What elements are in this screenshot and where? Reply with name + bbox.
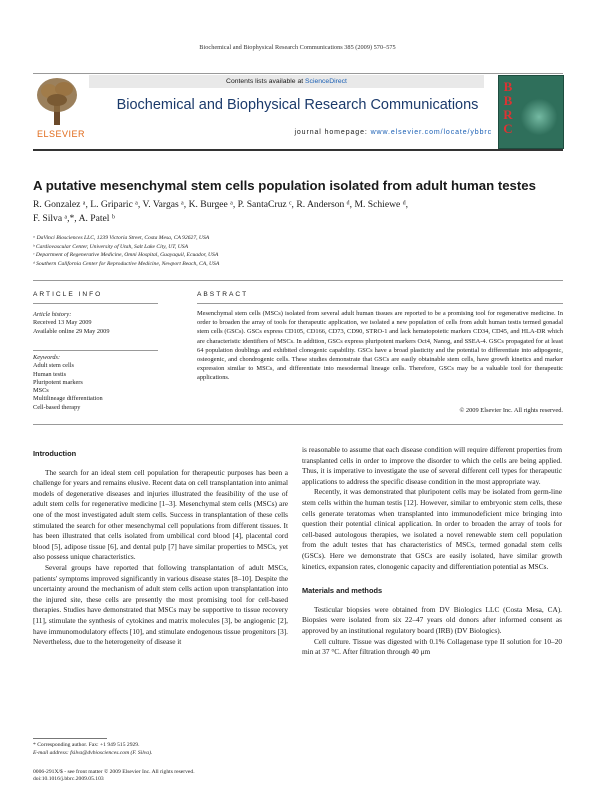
- affiliation: ᵈ Southern California Center for Reproductive Medicine, Newport Beach, CA, USA: [33, 260, 220, 267]
- abstract-label: ABSTRACT: [197, 291, 249, 298]
- article-title: A putative mesenchymal stem cells population isolated from adult human testes: [33, 178, 536, 193]
- cover-letter: B: [503, 79, 513, 94]
- cover-letter: C: [503, 121, 513, 136]
- affiliation: ᵃ DaVinci Biosciences LLC, 1239 Victoria Street, Costa Mesa, CA 92627, USA: [33, 235, 210, 241]
- running-head: Biochemical and Biophysical Research Communications 385 (2009) 570–575: [199, 44, 396, 51]
- keywords-heading: Keywords:: [33, 354, 61, 361]
- body-paragraph: is reasonable to assume that each disease condition will require different properties from transplanted cells in order to improve the disorder to which the cells are being applied. Thus, it is imperative to investigate the use of several different cell types for therapeutic applications to address the specific disease condition in the most appropriate way.: [302, 445, 562, 486]
- author-list: [33, 198, 553, 225]
- authors-line-1: R. Gonzalez ᵃ, L. Griparic ᵃ, V. Vargas ᵃ, K. Burgee ᵃ, P. SantaCruz ᶜ, R. Anderson ᵈ, M. Schiewe ᵈ,: [33, 199, 409, 210]
- affiliations: [33, 234, 563, 268]
- elsevier-wordmark: ELSEVIER: [36, 129, 86, 139]
- article-info-rule: [33, 303, 158, 304]
- cover-letter: B: [503, 93, 513, 108]
- received-date: Received 13 May 2009: [33, 319, 92, 327]
- body-paragraph: Cell culture. Tissue was digested with 0.1% Collagenase type II solution for 10–20 min at 37 °C. After filtration through 40 μm: [302, 636, 562, 657]
- article-info: [33, 311, 158, 336]
- methods-heading: Materials and methods: [302, 586, 383, 596]
- homepage-link[interactable]: www.elsevier.com/locate/ybbrc: [370, 129, 492, 136]
- journal-homepage: [137, 129, 492, 136]
- sciencedirect-link[interactable]: ScienceDirect: [305, 78, 347, 85]
- journal-title: Biochemical and Biophysical Research Communications: [116, 97, 479, 113]
- keywords-block: [33, 354, 158, 412]
- header-top-rule: [33, 73, 563, 74]
- cover-letters: [501, 80, 515, 136]
- header-bottom-rule: [33, 149, 563, 151]
- corresponding-author-footnote: [33, 742, 288, 757]
- body-paragraph: Testicular biopsies were obtained from DV Biologics LLC (Costa Mesa, CA). Biopsies were isolated from six 22–47 years old donors after informed consent as approved by an institutional regulatory board (IRB) (DV Biologics).: [302, 604, 562, 635]
- body-left-column: [33, 449, 288, 648]
- keyword: MSCs: [33, 387, 49, 395]
- footnote-rule: [33, 738, 107, 739]
- keyword: Adult stem cells: [33, 362, 74, 370]
- cover-artwork: [519, 98, 559, 140]
- affiliation: ᵇ Cardiovascular Center, University of Utah, Salt Lake City, UT, USA: [33, 243, 189, 250]
- keywords-rule: [33, 350, 158, 351]
- keyword: Multilineage differentiation: [33, 395, 103, 403]
- body-divider: [33, 424, 563, 425]
- publication-meta: [33, 769, 333, 784]
- body-paragraph: Recently, it was demonstrated that pluripotent cells may be isolated from germ-line stem cells within the human testis [12]. However, similar to embryonic stem cells, these cells generate teratomas when transplanted into immunodeficient mice bringing into question their potential clinical application. In order to broaden the array of tools for cell-based autologous therapies, we isolated a novel renewable stem cell population from the adult testes that has characteristics of MSCs, termed gonadal stem cells (GSCs). Here we demonstrate that GSCs are easily isolated, have similar growth kinetics, expansion rates, clonogenic capacity and differentiation potential as MSCs.: [302, 487, 562, 571]
- keyword: Cell-based therapy: [33, 403, 81, 411]
- available-date: Available online 29 May 2009: [33, 327, 110, 335]
- article-info-label: ARTICLE INFO: [33, 291, 103, 298]
- contents-available-box: [89, 75, 484, 88]
- section-divider: [33, 280, 563, 281]
- body-paragraph: Several groups have reported that following transplantation of adult MSCs, patients' symptoms improved significantly in various disease states [8–10]. Despite the uncertainty around the mechanism of adult stem cells action upon transplantation into the injured site, these cells are presently the most promising tool for cell-based therapies. Studies have demonstrated that MSCs may be supportive to tissue recovery [11], stimulate the synthesis of cytokines and matrix molecules [3], be angiogenic [2], have immunomodulatory effects [10], and stimulate endogenous tissue progenitors [3]. Nevertheless, due to the heterogeneity of disease it: [33, 562, 288, 647]
- affiliation: ᶜ Department of Regenerative Medicine, Omni Hospital, Guayaquil, Ecuador, USA: [33, 252, 219, 259]
- journal-header: [33, 73, 563, 150]
- abstract-copyright: © 2009 Elsevier Inc. All rights reserved.: [459, 407, 563, 414]
- footnote-email[interactable]: E-mail address: fsilva@dvbiosciences.com (F. Silva).: [33, 749, 153, 756]
- issn-line: 0006-291X/$ - see front matter © 2009 Elsevier Inc. All rights reserved.: [33, 769, 195, 775]
- journal-cover-thumbnail: [498, 75, 564, 149]
- authors-line-2: F. Silva ᵃ,*, A. Patel ᵇ: [33, 212, 115, 224]
- abstract-rule: [197, 303, 563, 304]
- body-paragraph: The search for an ideal stem cell population for therapeutic purposes has been a challenge for years and remains elusive. Recent data on cell transplantation into animal models of degenerative diseases and injuries illustrated the feasibility of the use of adult stem cells for regenerative medicine [1–3]. Mesenchymal stem cells (MSCs) are one of the most investigated adult stem cells. Success in transplantation of these cells stimulated the search for other mesenchymal cell populations from different tissues. It has been illustrated that cells isolated from umbilical cord blood [4], placental cord blood [5], adipose tissue [6], and dental pulp [7] have similar properties to MSCs, yet also possess unique characteristics.: [33, 467, 288, 562]
- contents-prefix: Contents lists available at: [226, 78, 306, 85]
- homepage-prefix: journal homepage:: [294, 129, 371, 136]
- introduction-heading: Introduction: [33, 449, 77, 458]
- keyword: Pluripotent markers: [33, 378, 83, 386]
- cover-letter: R: [503, 107, 513, 122]
- body-right-column: [302, 445, 562, 658]
- history-heading: Article history:: [33, 311, 72, 318]
- footnote-line: * Corresponding author. Fax: +1 949 515 2929.: [33, 742, 140, 748]
- abstract-text: Mesenchymal stem cells (MSCs) isolated from several adult human tissues are reported to be a promising tool for regenerative medicine. In order to broaden the array of tools for therapeutic application, we isolated a new population of cells from adult human testis termed gonadal stem cells (GSCs). GSCs express CD105, CD166, CD73, CD90, STRO-1 and lack hematopoietic markers CD34, CD45, and HLA-DR which are characteristic identifiers of MSCs. In addition, GSCs express pluripotent markers Oct4, Nanog, and SSEA-4. GSCs propagated for at least 64 population doublings and exhibited clonogenic capability. GSCs have a broad plasticity and the potential to differentiate into adipogenic, osteogenic, and chondrogenic cells. These studies demonstrate that GSCs are easily obtainable stem cells, have growth kinetics and marker expression similar to MSCs, and differentiate into mesodermal lineage cells. Therefore, GSCs may be a valuable tool for therapeutic applications.: [197, 310, 563, 382]
- doi-line[interactable]: doi:10.1016/j.bbrc.2009.05.103: [33, 776, 104, 783]
- keyword: Human testis: [33, 370, 67, 378]
